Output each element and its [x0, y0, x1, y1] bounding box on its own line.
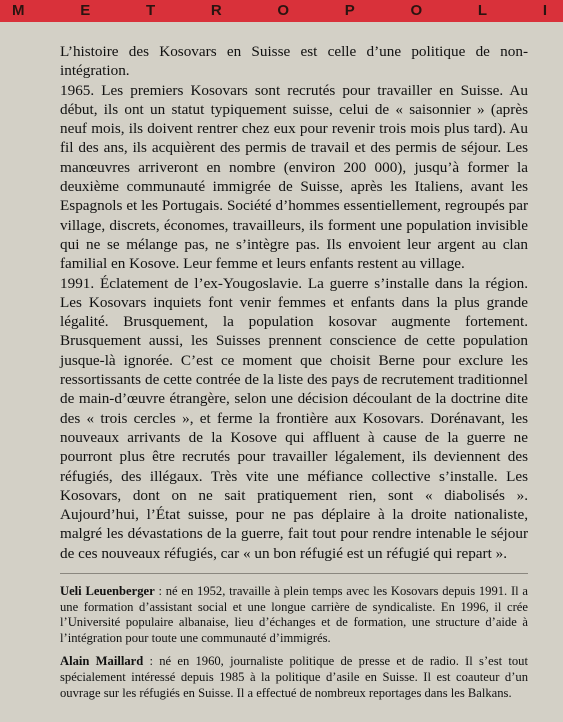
author-bio	[60, 654, 528, 701]
paragraph-1991: 1991. Éclatement de l’ex-Yougoslavie. La guerre s’installe dans la région. Les Kosovars inquiets font venir femmes et enfants dans la plus grande légalité. Brusquement, la population kosovar augmente fortement. Brusquement aussi, les Suisses prennent conscience de cette population jusque-là ignorée. C’est ce moment que choisit Berne pour exclure les ressortissants de cette contrée de la liste des pays de recrutement traditionnel de main-d’œuvre étrangère, selon une décision découlant de la doctrine dite des « trois cercles », et ferme la frontière aux Kosovars. Dorénavant, les nouveaux arrivants de la Kosove qui affluent à cause de la guerre ne pourront plus être recrutés pour travailler légalement, ils deviennent des réfugiés, des illégaux. Très vite une méfiance collective s’installe. Les Kosovars, dont on ne sait pratiquement rien, sont « diabolisés ». Aujourd’hui, l’État suisse, pour ne pas déplaire à la droite nationaliste, malgré les dévastations de la guerre, fait tout pour rendre intenable le séjour de ces nouveaux réfugiés, car « un bon réfugié est un réfugié qui repart ».	[60, 274, 528, 562]
author-name: Ueli Leuenberger	[60, 584, 155, 599]
paragraph-1965: 1965. Les premiers Kosovars sont recrutés pour travailler en Suisse. Au début, ils ont un statut typiquement suisse, celui de « saisonnier » (après neuf mois, ils doivent rentrer chez eux pour revenir trois mois plus tard). Au fil des ans, ils acquièrent des permis de travail et des permis de séjour. Les manœuvres arriveront en nombre (environ 200 000), jusqu’à former la deuxième communauté immigrée de Suisse, après les Italiens, avant les Espagnols et les Portugais. Société d’hommes essentiellement, regroupés par village, discrets, économes, travailleurs, ils forment une population invisible qui ne se mélange pas, ne s’intègre pas. Ils envoient leur argent au clan familial en Kosove. Leur femme et leurs enfants restent au village.	[60, 81, 528, 273]
author-bio-text: : né en 1960, journaliste politique de presse et de radio. Il s’est tout spécialement intéressé depuis 1985 à la politique d’asile en Suisse. Il est coauteur d’un ouvrage sur les réfugiés en Suisse. Il a effectué de nombreux reportages dans les Balkans.	[60, 654, 528, 700]
header-letter: M	[12, 2, 25, 19]
intro-paragraph: L’histoire des Kosovars en Suisse est celle d’une politique de non-intégration.	[60, 43, 528, 80]
header-letter: O	[410, 2, 423, 19]
author-name: Alain Maillard	[60, 654, 144, 669]
header-letter: O	[277, 2, 290, 19]
header-band	[0, 0, 563, 22]
header-letter: T	[145, 2, 156, 19]
author-bio	[60, 584, 528, 646]
header-letter: E	[80, 2, 91, 19]
header-letter: P	[344, 2, 355, 19]
article-content	[60, 42, 528, 701]
section-divider	[60, 573, 528, 574]
author-bio-text: : né en 1952, travaille à plein temps avec les Kosovars depuis 1991. Il a une formation d’assistant social et une longue carrière de syndicaliste. En 1996, il crée l’Université populaire albanaise, lieu d’échanges et de formation, une structure d’aide à l’intégration pour toute une communauté d’immigrés.	[60, 584, 529, 645]
header-letter: I	[542, 2, 547, 19]
header-letter: R	[210, 2, 222, 19]
header-letter: L	[477, 2, 488, 19]
